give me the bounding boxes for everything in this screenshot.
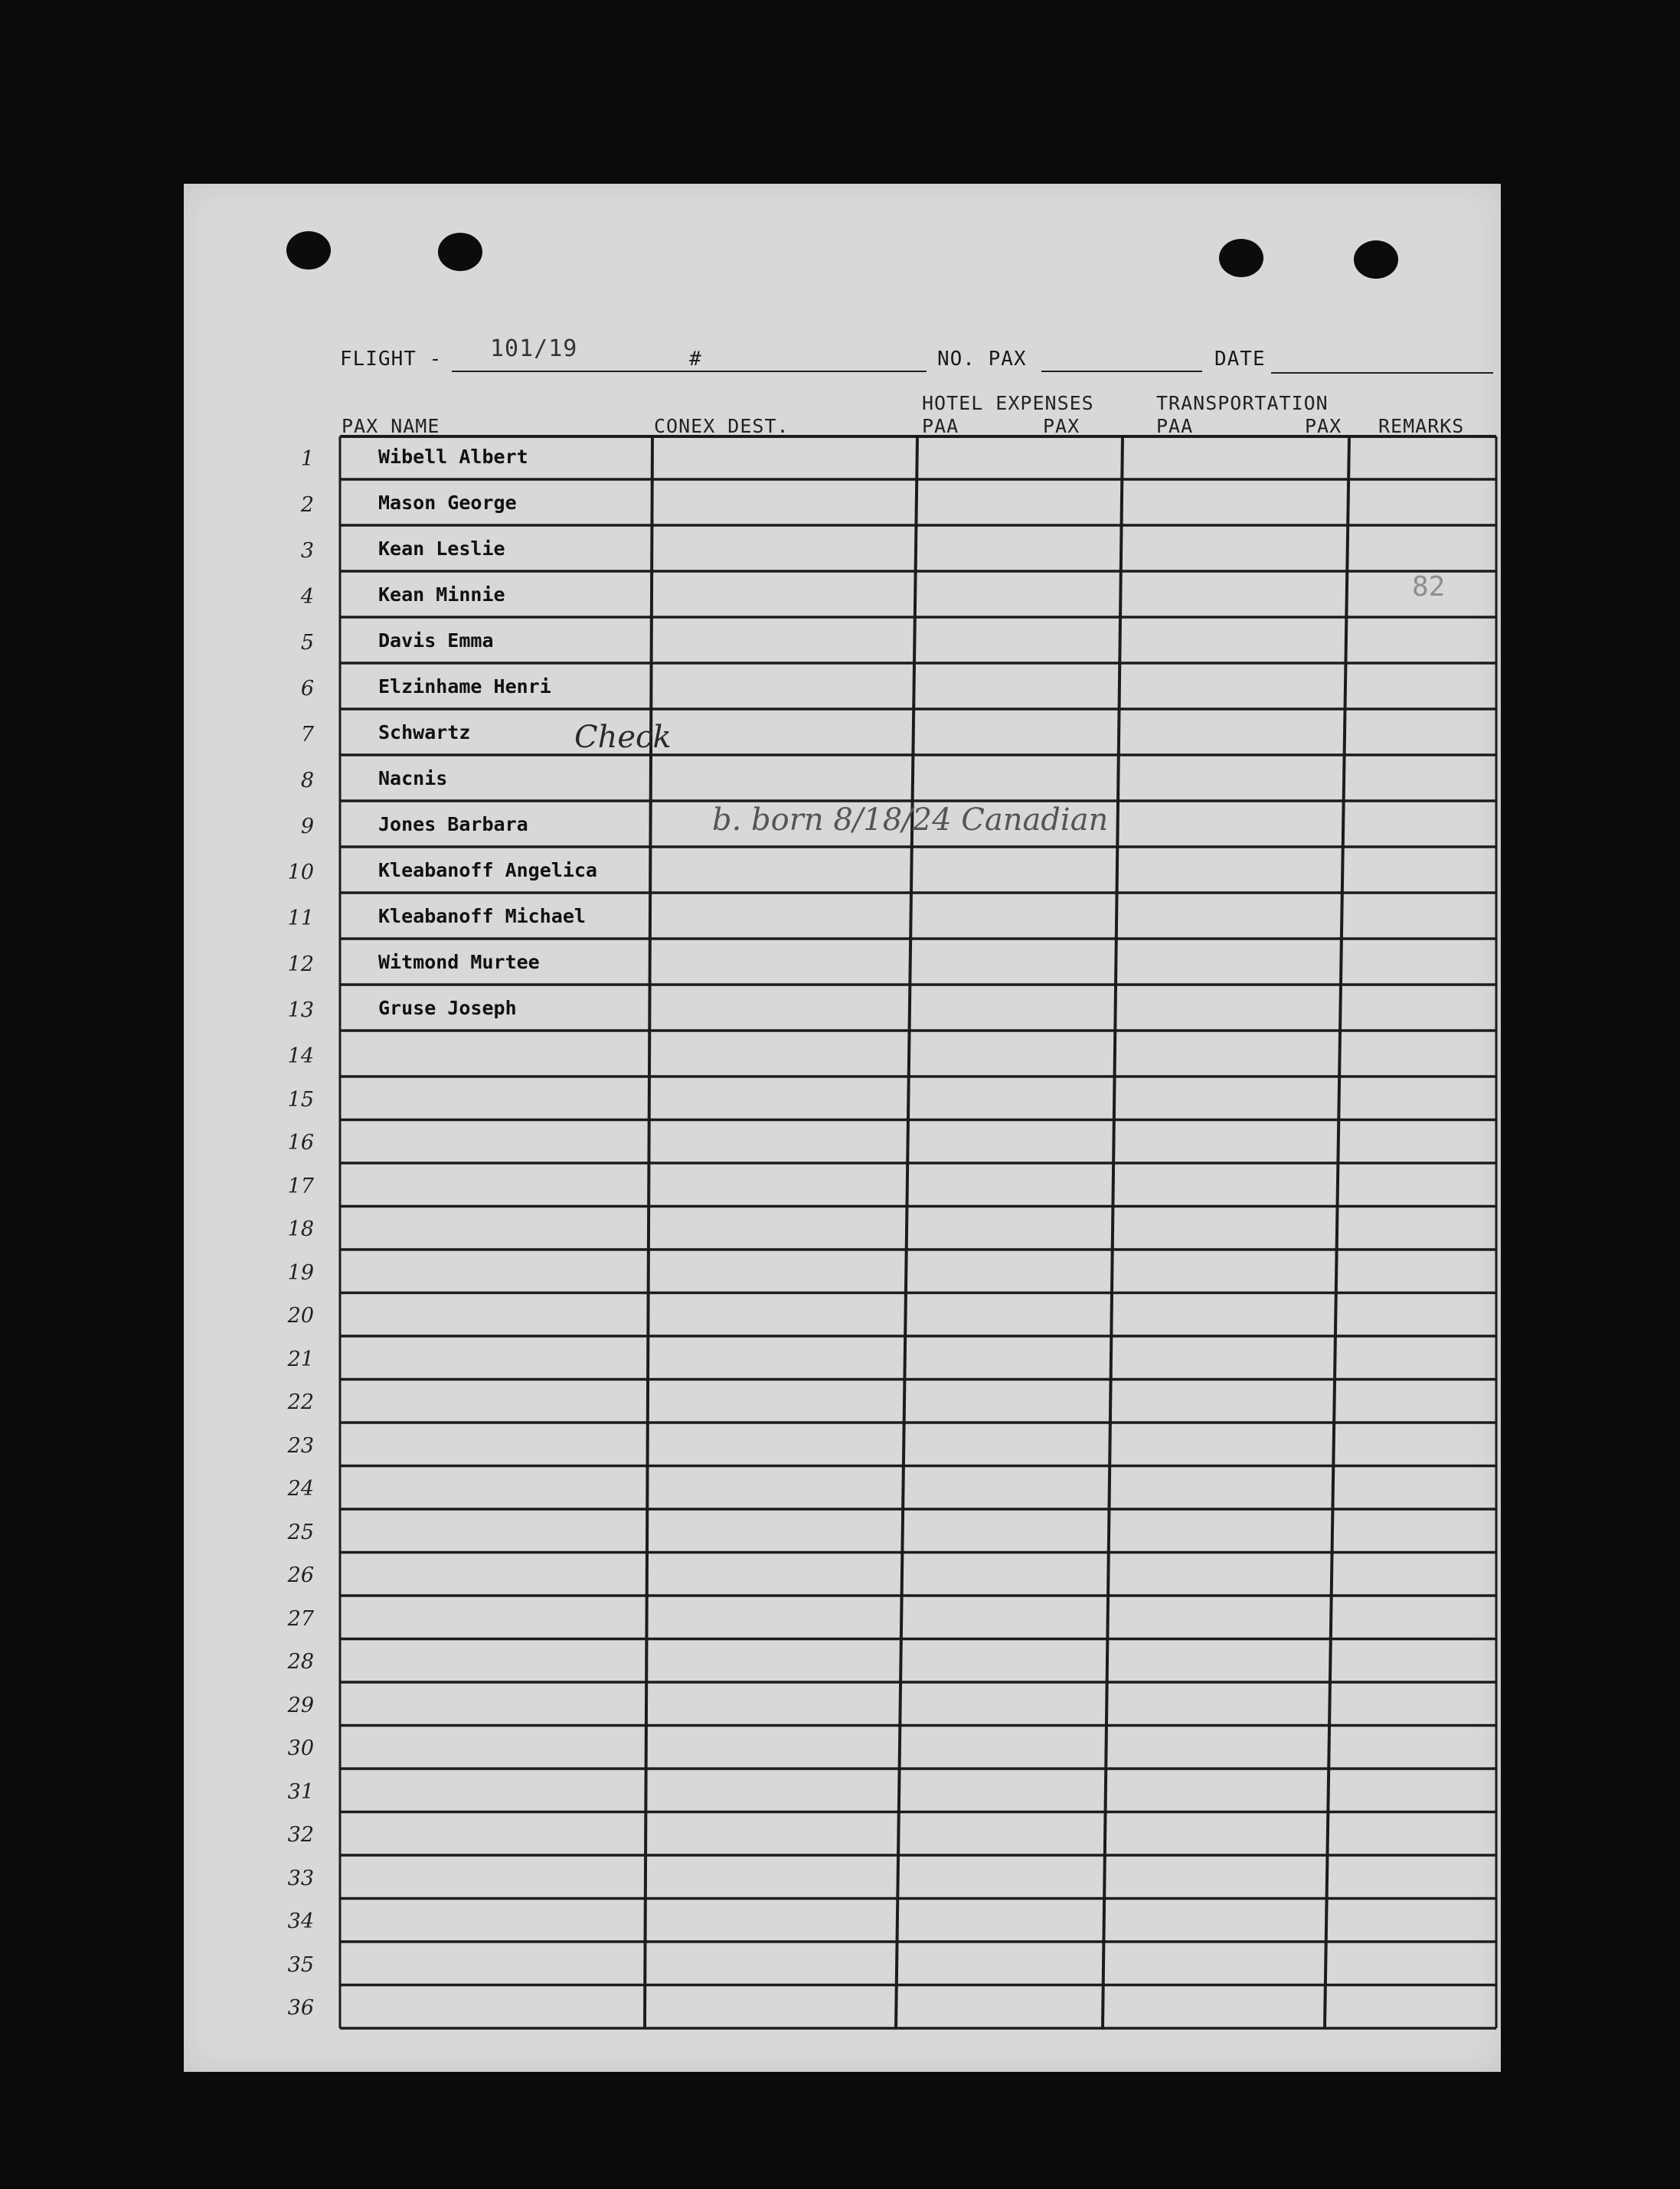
col-hotel-paa: PAA: [922, 415, 959, 437]
col-conex-dest: CONEX DEST.: [654, 415, 789, 437]
row-number: 31: [287, 1779, 314, 1804]
col-transportation: TRANSPORTATION: [1156, 392, 1329, 414]
row-number: 25: [287, 1520, 314, 1544]
col-trans-paa: PAA: [1156, 415, 1194, 437]
row-number: 7: [300, 723, 314, 747]
passenger-name: Witmond Murtee: [378, 951, 540, 973]
stamp-number: 82: [1412, 571, 1446, 603]
date-label: DATE: [1214, 348, 1266, 371]
passenger-name: Elzinhame Henri: [378, 675, 551, 698]
row-number: 16: [287, 1131, 314, 1155]
col-hotel-expenses: HOTEL EXPENSES: [922, 392, 1094, 414]
row-number: 27: [287, 1606, 314, 1631]
row-number: 28: [287, 1650, 314, 1674]
row-number: 29: [287, 1693, 314, 1717]
col-pax-name: PAX NAME: [342, 415, 440, 437]
row-number: 13: [287, 998, 314, 1022]
row-number: 12: [287, 952, 314, 976]
row-number: 36: [287, 1996, 314, 2020]
passenger-name: Davis Emma: [378, 629, 494, 652]
row-number: 5: [300, 631, 314, 655]
passenger-name: Jones Barbara: [378, 813, 528, 835]
passenger-name: Kean Leslie: [378, 537, 505, 560]
row-number: 26: [287, 1563, 314, 1587]
row-number: 11: [287, 907, 314, 930]
col-divider-conex: [645, 436, 652, 2028]
check-note: Check: [574, 720, 672, 755]
flight-number: 101/19: [490, 335, 578, 362]
col-divider-remarks: [1325, 436, 1349, 2028]
row-number: 34: [287, 1910, 314, 1933]
passenger-name: Gruse Joseph: [378, 997, 517, 1019]
row-number: 21: [287, 1347, 314, 1371]
passenger-name: Kean Minnie: [378, 583, 505, 606]
row-number: 20: [287, 1304, 314, 1328]
row-number: 35: [287, 1952, 314, 1977]
flight-label: FLIGHT -: [340, 348, 443, 371]
col-trans-pax: PAX: [1305, 415, 1342, 437]
row-number: 14: [287, 1044, 314, 1068]
row-number: 9: [300, 815, 314, 838]
document-sheet: [184, 184, 1501, 2072]
row-number: 22: [287, 1390, 314, 1414]
row-number: 6: [300, 677, 314, 701]
col-divider-hotel: [896, 436, 917, 2028]
row-number: 8: [300, 769, 314, 792]
passenger-name: Wibell Albert: [378, 446, 528, 468]
passenger-name: Kleabanoff Michael: [378, 905, 586, 927]
row-number: 18: [287, 1217, 314, 1241]
row-number: 17: [287, 1174, 314, 1198]
col-hotel-pax: PAX: [1043, 415, 1080, 437]
row-number: 15: [287, 1087, 314, 1112]
passenger-name: Schwartz: [378, 721, 471, 743]
col-remarks: REMARKS: [1378, 415, 1465, 437]
row-number: 23: [287, 1433, 314, 1458]
row-number: 19: [287, 1260, 314, 1285]
hash-label: #: [689, 348, 702, 371]
row-number: 24: [287, 1477, 314, 1501]
row-number: 3: [300, 539, 314, 563]
row-number: 2: [300, 493, 314, 517]
row-number: 33: [287, 1866, 314, 1890]
row-number: 4: [300, 585, 314, 609]
row-number: 30: [287, 1736, 314, 1760]
row-number: 32: [287, 1823, 314, 1847]
row-number: 10: [287, 861, 314, 884]
passenger-name: Mason George: [378, 492, 517, 514]
col-divider-transport: [1103, 436, 1123, 2028]
row-number: 1: [300, 447, 314, 471]
no-pax-label: NO. PAX: [937, 348, 1027, 371]
birth-note: b. born 8/18/24 Canadian: [712, 802, 1109, 838]
passenger-name: Nacnis: [378, 767, 448, 789]
passenger-name: Kleabanoff Angelica: [378, 859, 597, 881]
